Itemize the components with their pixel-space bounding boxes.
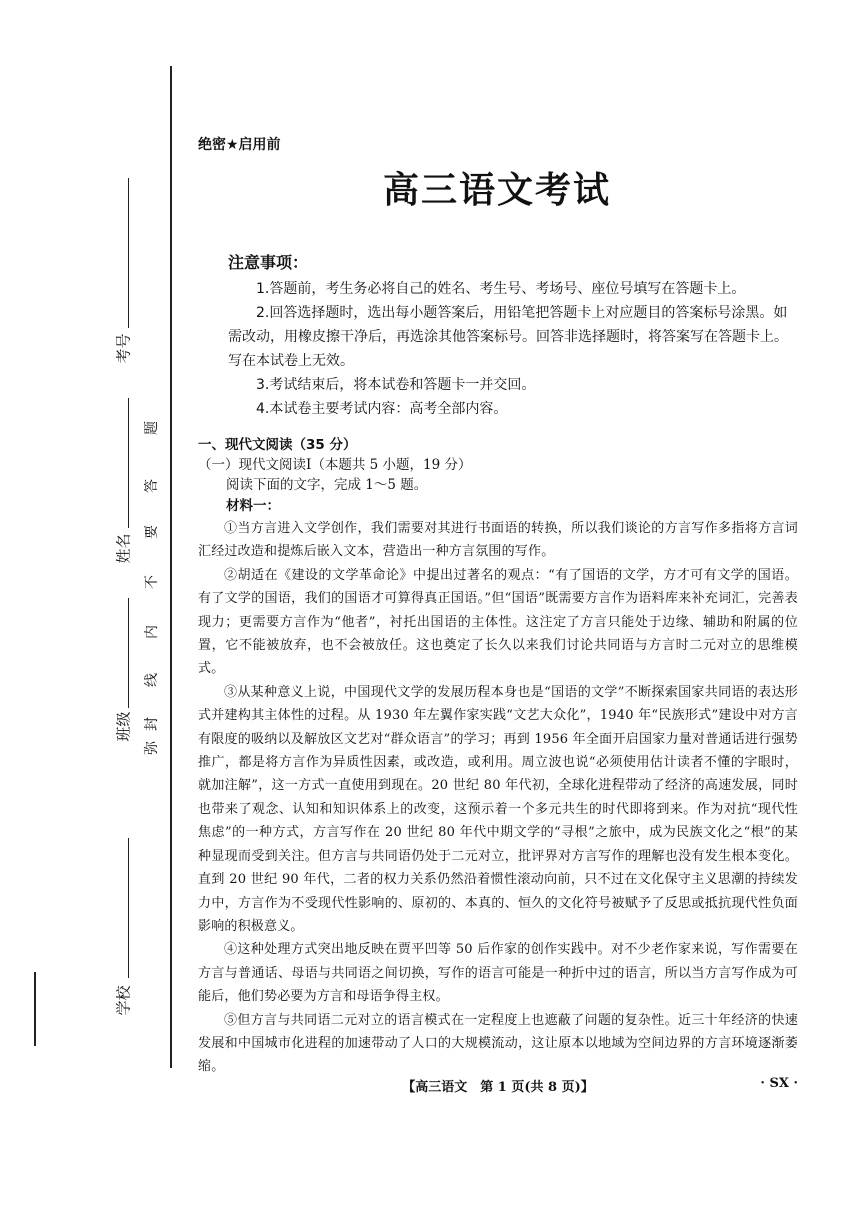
notice-item: 4.本试卷主要考试内容：高考全部内容。: [256, 401, 508, 417]
material-label: 材料一：: [226, 498, 280, 514]
paragraph: ⑤但方言与共同语二元对立的语言模式在一定程度上也遮蔽了问题的复杂性。近三十年经济的快速发展和中国城市化进程的加速带动了人口的大规模流动，这让原本以地域为空间边界的方言环境逐渐萎缩。: [198, 1012, 798, 1075]
seal-char: 内: [144, 625, 160, 639]
notice-item: 3.考试结束后，将本试卷和答题卡一并交回。: [256, 377, 536, 393]
paper-code: · SX ·: [760, 1076, 798, 1091]
school-line: [128, 838, 129, 978]
seal-char: 要: [144, 525, 160, 539]
seal-char: 线: [144, 673, 160, 687]
subsection-heading: （一）现代文阅读Ⅰ（本题共 5 小题，19 分）: [198, 457, 472, 473]
seal-char: 不: [144, 575, 160, 589]
name-line: [128, 398, 129, 528]
exam-number-field: [96, 178, 136, 378]
confidential-mark: 绝密★启用前: [198, 137, 281, 153]
paragraph: ①当方言进入文学创作，我们需要对其进行书面语的转换，所以我们谈论的方言写作多指将方言词汇经过改造和提炼后嵌入文本，营造出一种方言氛围的写作。: [198, 521, 798, 560]
seal-char: 弥: [144, 741, 160, 755]
margin-edge-line: [34, 972, 36, 1046]
reading-section: [198, 435, 798, 1079]
page-number: 【高三语文 第 1 页(共 8 页)】: [402, 1080, 594, 1095]
exam-number-label: 考号: [114, 333, 133, 364]
name-field: [96, 398, 136, 598]
page-footer: [198, 1076, 798, 1096]
notice-item: 2.回答选择题时，选出每小题答案后，用铅笔把答题卡上对应题目的答案标号涂黑。如需改动，用橡皮擦干净后，再选涂其他答案标号。回答非选择题时，将答案写在答题卡上。写在本试卷上无效。: [228, 305, 788, 369]
class-label: 班级: [114, 711, 133, 742]
notice-block: [228, 250, 788, 421]
exam-title: 高三语文考试: [382, 170, 611, 211]
binding-line: [170, 66, 172, 1068]
paragraph: ②胡适在《建设的文学革命论》中提出过著名的观点：“有了国语的文学，方才可有文学的国语。有了文学的国语，我们的国语才可算得真正国语。”但“国语”既需要方言作为语料库来补充词汇，完善表现力；更需要方言作为“他者”，衬托出国语的主体性。这注定了方言只能处于边缘、辅助和附属的位置，它不能被放弃，也不会被放任。这也奠定了长久以来我们讨论共同语与方言时二元对立的思维模式。: [198, 567, 798, 677]
school-field: [96, 838, 136, 1038]
notice-item: 1.答题前，考生务必将自己的姓名、考生号、考场号、座位号填写在答题卡上。: [256, 281, 746, 297]
paragraph: ④这种处理方式突出地反映在贾平凹等 50 后作家的创作实践中。对不少老作家来说，写作需要在方言与普通话、母语与共同语之间切换，写作的语言可能是一种折中过的语言，所以当方言写作成为可能后，他们势必要为方言和母语争得主权。: [198, 942, 798, 1005]
exam-number-line: [128, 178, 129, 328]
section-heading: 一、现代文阅读（35 分）: [198, 437, 357, 453]
seal-char: 题: [144, 421, 160, 435]
instruction-text: 阅读下面的文字，完成 1～5 题。: [226, 477, 428, 493]
notice-heading: 注意事项：: [228, 253, 309, 272]
class-field: [96, 598, 136, 798]
seal-char: 答: [144, 479, 160, 493]
school-label: 学校: [114, 985, 133, 1016]
seal-char: 封: [144, 717, 160, 731]
class-line: [128, 598, 129, 708]
name-label: 姓名: [114, 533, 133, 564]
paragraph: ③从某种意义上说，中国现代文学的发展历程本身也是“国语的文学”不断探索国家共同语的表达形式并建构其主体性的过程。从 1930 年左翼作家实践“文艺大众化”，1940 年“民族形式”建设中对方言有限度的吸纳以及解放区文艺对“群众语言”的学习；再到 1956 年全面开启国家力量对普通话进行强势推广，都是将方言作为异质性因素，或改造，或利用。周立波也说“必须使用估计读者不懂的字眼时，就加注解”，这一方式一直使用到现在。20 世纪 80 年代初，全球化进程带动了经济的高速发展，同时也带来了观念、认知和知识体系上的改变，这预示着一个多元共生的时代即将到来。作为对抗“现代性焦虑”的一种方式，方言写作在 20 世纪 80 年代中期文学的“寻根”之旅中，成为民族文化之“根”的某种显现而受到关注。但方言与共同语仍处于二元对立，批评界对方言写作的理解也没有发生根本变化。直到 20 世纪 90 年代，二者的权力关系仍然沿着惯性滚动向前，只不过在文化保守主义思潮的持续发力中，方言作为不受现代性影响的、原初的、本真的、恒久的文化符号被赋予了反思或抵抗现代性负面影响的积极意义。: [198, 684, 798, 934]
